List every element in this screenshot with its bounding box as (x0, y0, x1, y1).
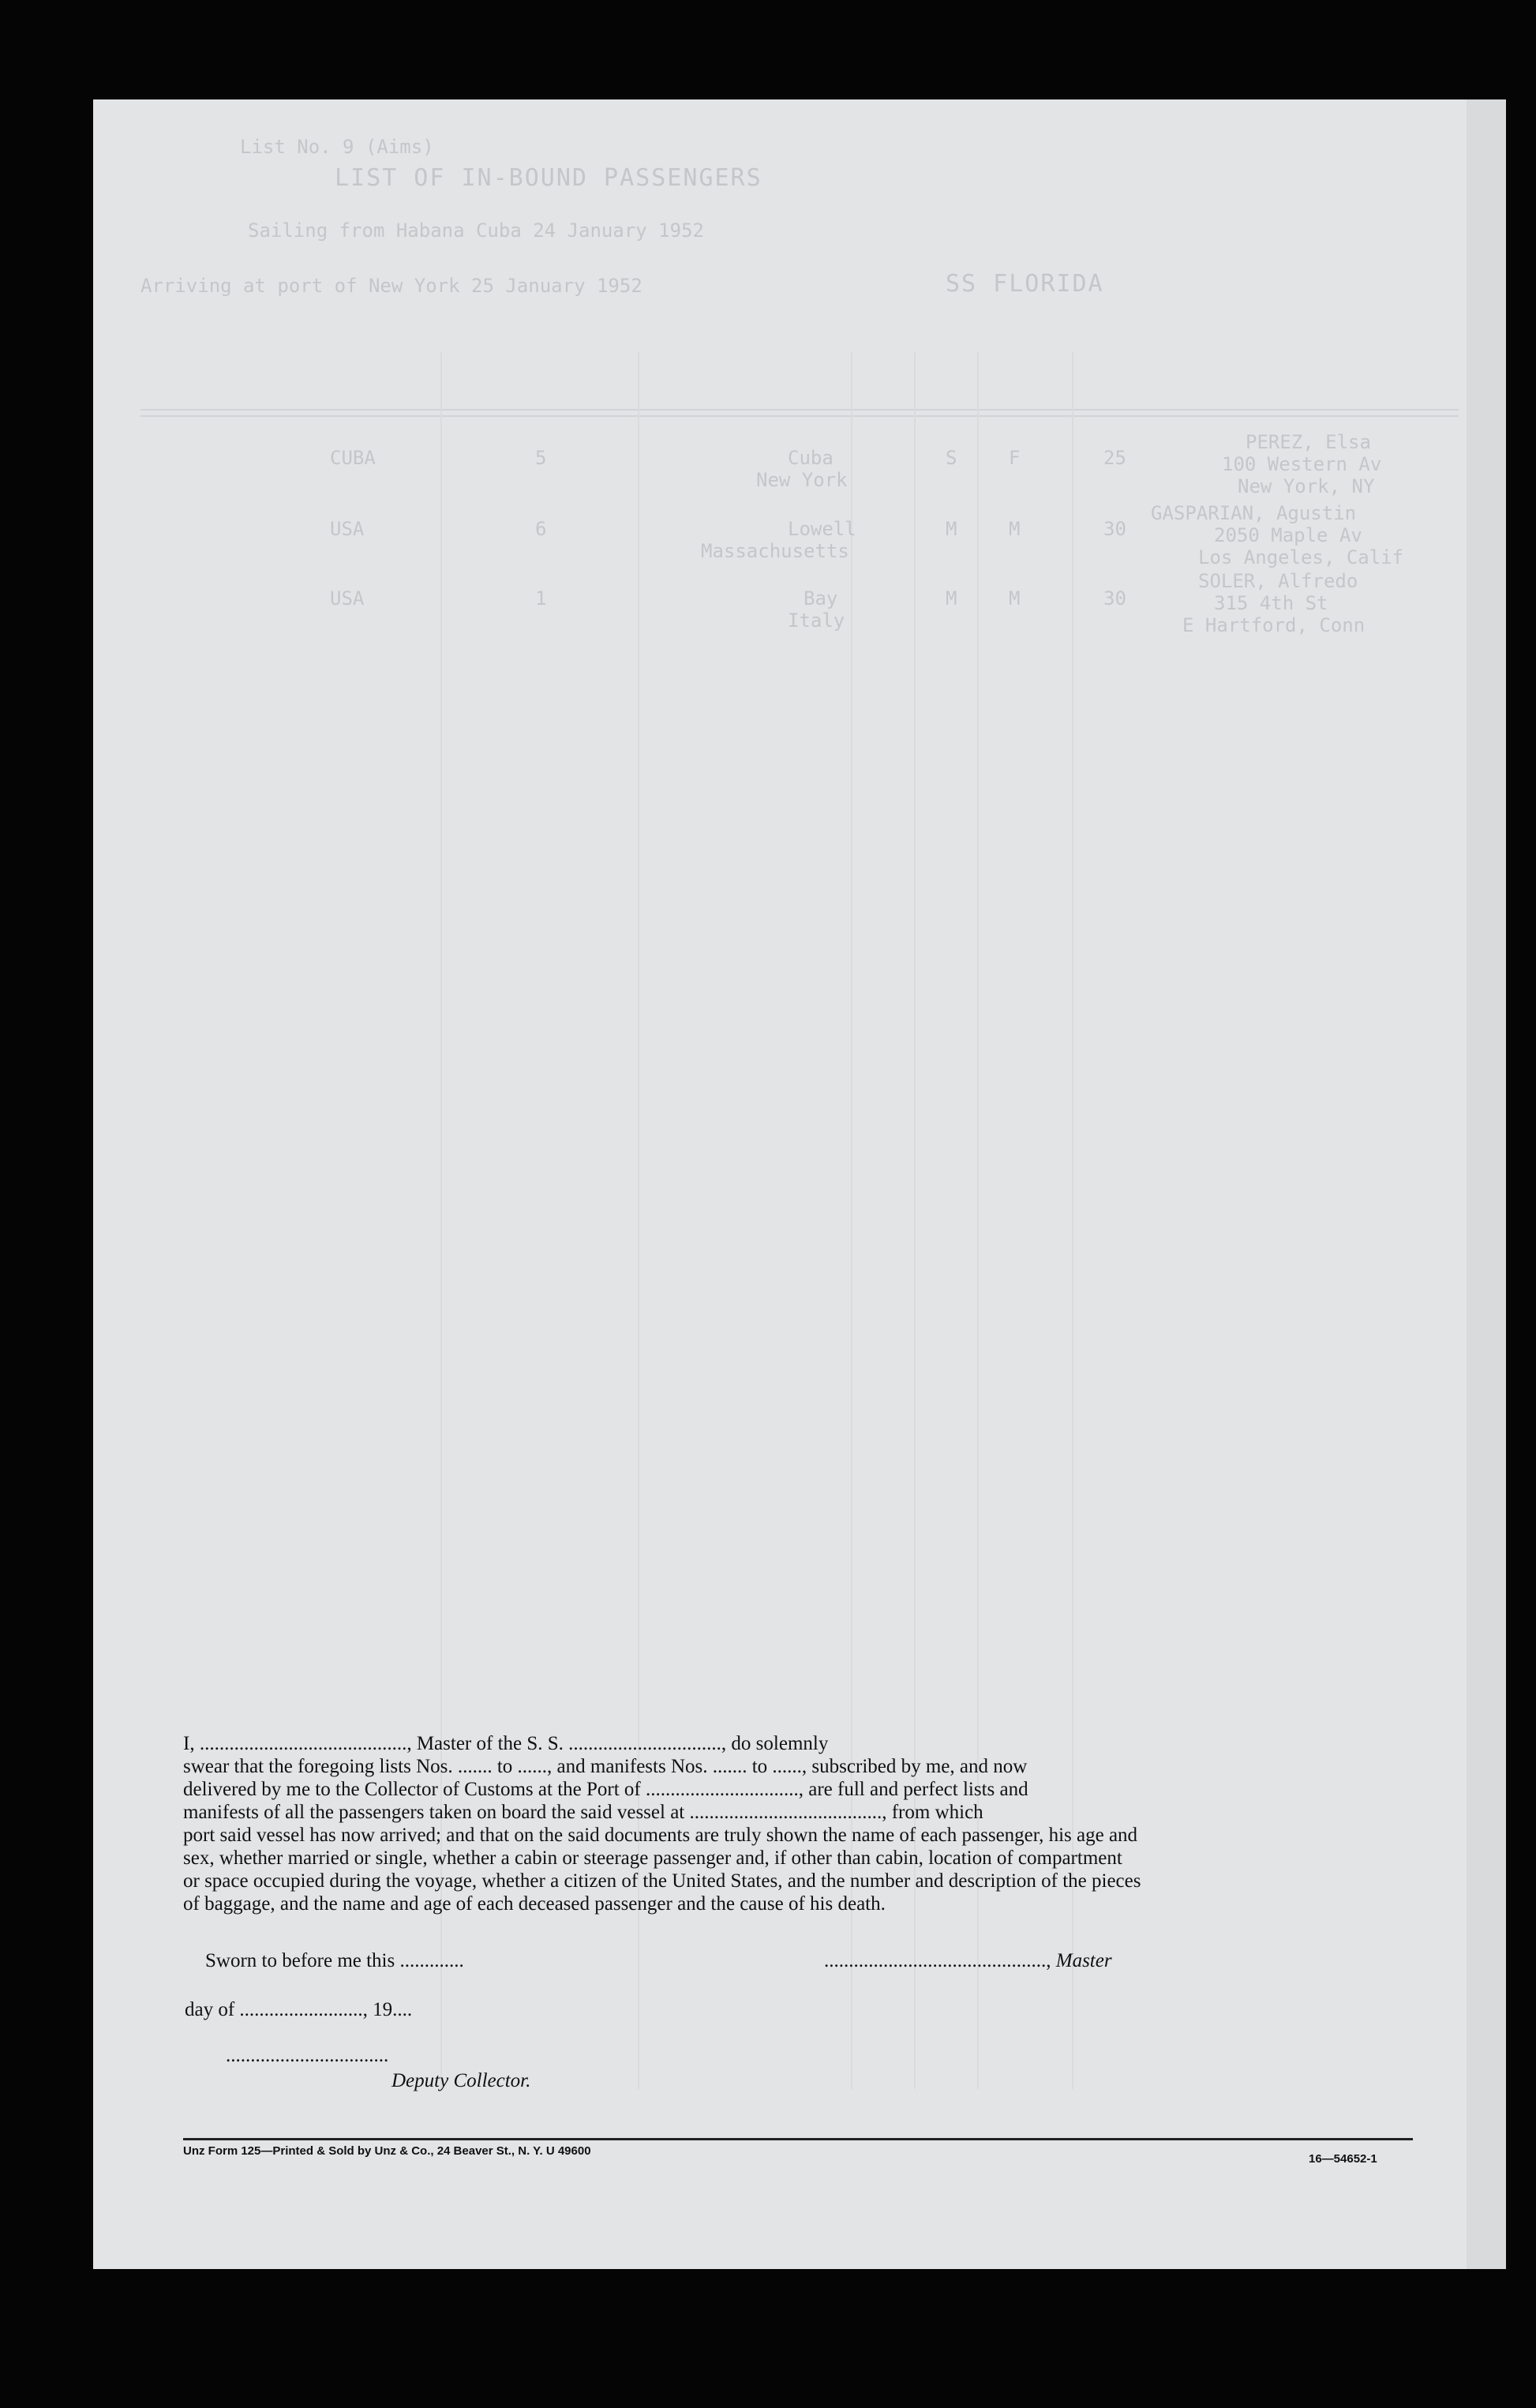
row-state: Massachusetts (701, 540, 849, 562)
row-birthplace: Lowell (788, 518, 856, 540)
header-rule (140, 415, 1459, 417)
deputy-dots: ................................. (226, 2045, 389, 2066)
oath-line: I, .........................................., Master of the S. S. ..............................., do solemnly (183, 1733, 829, 1754)
header-rule (140, 409, 1459, 411)
form-imprint: Unz Form 125—Printed & Sold by Unz & Co., 24 Beaver St., N. Y. U 49600 (183, 2144, 591, 2158)
form-number: 16—54652-1 (1309, 2152, 1377, 2166)
oath-line: port said vessel has now arrived; and that on the said documents are truly shown the name of each passenger, his age and (183, 1825, 1138, 1846)
oath-line: swear that the foregoing lists Nos. ....... to ......, and manifests Nos. ....... to ......, subscribed by me, and now (183, 1756, 1028, 1777)
oath-line: or space occupied during the voyage, whether a citizen of the United States, and the number and description of the pieces (183, 1870, 1141, 1892)
row-nationality: CUBA (330, 447, 376, 469)
row-birthplace: Cuba (788, 447, 834, 469)
deputy-collector-label: Deputy Collector. (391, 2070, 531, 2091)
row-status: S (946, 447, 957, 469)
row-state: New York (756, 469, 848, 491)
master-dots: ............................................., (824, 1950, 1051, 1971)
row-address: 100 Western Av (1222, 453, 1382, 475)
row-status: M (946, 587, 957, 610)
oath-paragraph (183, 1732, 1413, 1915)
row-birthplace: Bay (804, 587, 838, 610)
row-city: E Hartford, Conn (1182, 614, 1366, 636)
row-code: 5 (535, 447, 547, 469)
row-sex: M (1009, 587, 1021, 610)
oath-line: sex, whether married or single, whether a cabin or steerage passenger and, if other than cabin, location of compartment (183, 1847, 1122, 1869)
manifest-sheet (93, 99, 1506, 2269)
sailing-line: Sailing from Habana Cuba 24 January 1952 (248, 219, 704, 242)
row-status: M (946, 518, 957, 540)
row-code: 6 (535, 518, 547, 540)
list-title: LIST OF IN-BOUND PASSENGERS (335, 164, 762, 192)
oath-line: delivered by me to the Collector of Customs at the Port of ..............................., are full and perfect lists and (183, 1779, 1028, 1800)
row-nationality: USA (330, 587, 365, 610)
vessel-name: SS FLORIDA (946, 270, 1104, 298)
arriving-line: Arriving at port of New York 25 January 1952 (140, 275, 642, 297)
row-code: 1 (535, 587, 547, 610)
list-number: List No. 9 (Aims) (240, 136, 434, 158)
master-signature (824, 1950, 1112, 1972)
row-state: Italy (788, 610, 845, 632)
row-name: GASPARIAN, Agustin (1151, 502, 1357, 524)
row-age: 30 (1103, 518, 1126, 540)
row-city: Los Angeles, Calif (1198, 546, 1404, 568)
oath-line: of baggage, and the name and age of each deceased passenger and the cause of his death. (183, 1893, 886, 1915)
row-nationality: USA (330, 518, 365, 540)
row-sex: F (1009, 447, 1021, 469)
row-sex: M (1009, 518, 1021, 540)
row-name: PEREZ, Elsa (1246, 431, 1371, 453)
footer-rule (183, 2138, 1413, 2140)
row-address: 315 4th St (1214, 592, 1328, 614)
row-city: New York, NY (1238, 475, 1375, 497)
day-of-line: day of ........................., 19.... (185, 1999, 413, 2020)
sworn-line: Sworn to before me this ............. (205, 1950, 464, 1971)
row-name: SOLER, Alfredo (1198, 570, 1358, 592)
row-age: 30 (1103, 587, 1126, 610)
sheet-edge (1467, 99, 1506, 2269)
oath-line: manifests of all the passengers taken on board the said vessel at ......................................., from which (183, 1802, 983, 1823)
row-age: 25 (1103, 447, 1126, 469)
row-address: 2050 Maple Av (1214, 524, 1362, 546)
master-label: Master (1055, 1950, 1112, 1971)
